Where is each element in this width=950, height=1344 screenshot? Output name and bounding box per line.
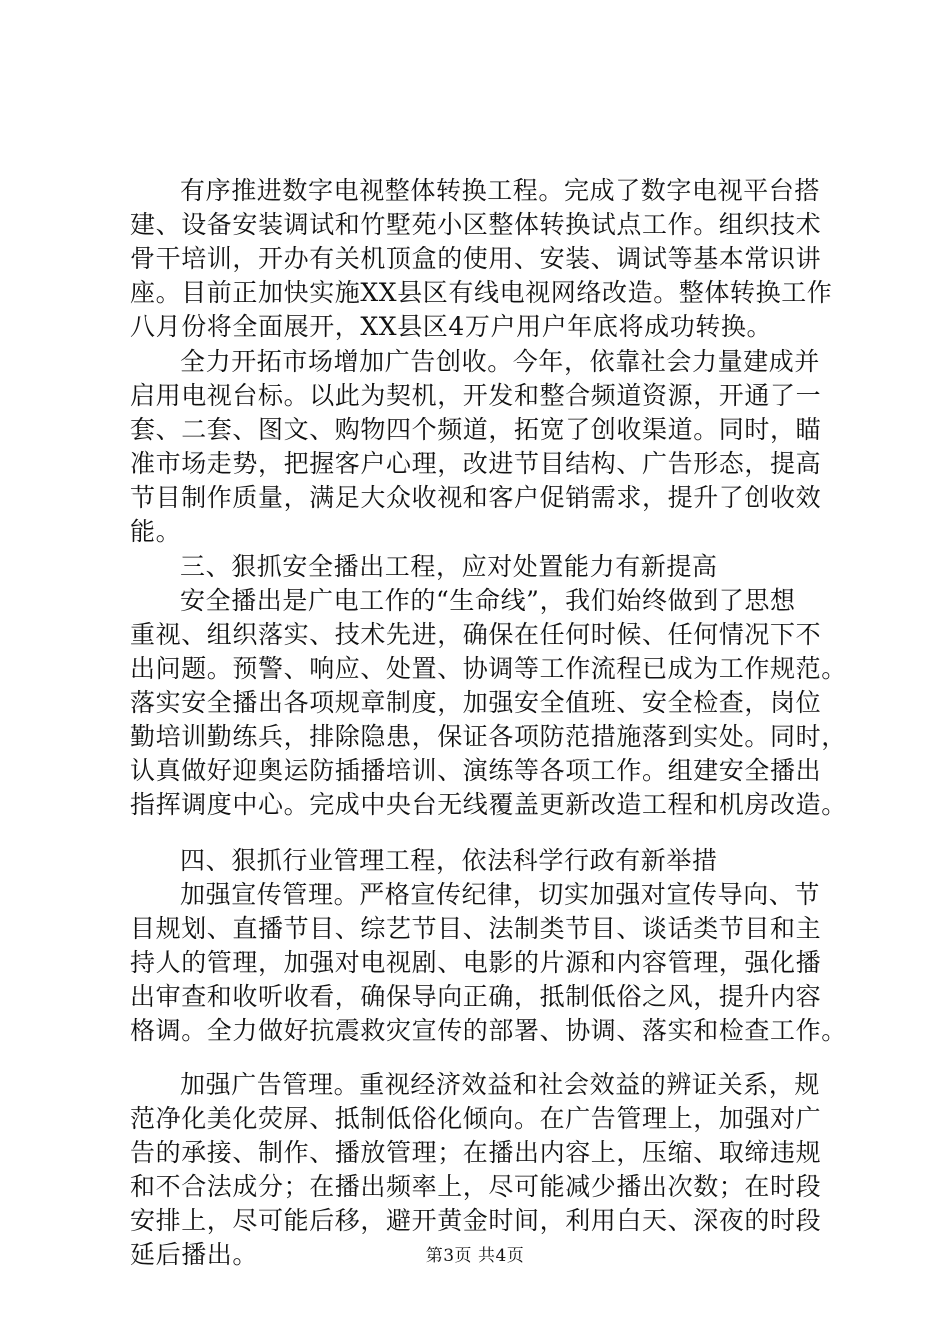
paragraph-line: 套、二套、图文、购物四个频道，拓宽了创收渠道。同时，瞄	[130, 415, 822, 444]
paragraph-line: 和不合法成分；在播出频率上，尽可能减少播出次数；在时段	[130, 1172, 822, 1201]
page-number: 第3页 共4页	[425, 1246, 525, 1266]
paragraph-line: 加强宣传管理。严格宣传纪律，切实加强对宣传导向、节	[180, 880, 821, 909]
paragraph-line: 骨干培训，开办有关机顶盒的使用、安装、调试等基本常识讲	[130, 244, 822, 273]
paragraph-line: 有序推进数字电视整体转换工程。完成了数字电视平台搭	[180, 176, 821, 205]
paragraph-line: 八月份将全面展开，XX县区4万户用户年底将成功转换。	[130, 312, 773, 341]
paragraph-line: 认真做好迎奥运防插播培训、演练等各项工作。组建安全播出	[130, 756, 822, 785]
paragraph-line: 格调。全力做好抗震救灾宣传的部署、协调、落实和检查工作。	[130, 1016, 847, 1045]
paragraph-line: 告的承接、制作、播放管理；在播出内容上，压缩、取缔违规	[130, 1138, 822, 1167]
paragraph-line: 重视、组织落实、技术先进，确保在任何时候、任何情况下不	[130, 620, 822, 649]
paragraph-line: 节目制作质量，满足大众收视和客户促销需求，提升了创收效	[130, 483, 822, 512]
paragraph-line: 出问题。预警、响应、处置、协调等工作流程已成为工作规范。	[130, 654, 847, 683]
paragraph-line: 建、设备安装调试和竹墅苑小区整体转换试点工作。组织技术	[130, 210, 822, 239]
paragraph-line: 安排上，尽可能后移，避开黄金时间，利用白天、深夜的时段	[130, 1206, 822, 1235]
paragraph-line: 落实安全播出各项规章制度，加强安全值班、安全检查，岗位	[130, 688, 822, 717]
paragraph-line: 加强广告管理。重视经济效益和社会效益的辨证关系，规	[180, 1070, 821, 1099]
paragraph-line: 延后播出。	[130, 1240, 259, 1269]
paragraph-line: 目规划、直播节目、综艺节目、法制类节目、谈话类节目和主	[130, 914, 822, 943]
paragraph-line: 范净化美化荧屏、抵制低俗化倾向。在广告管理上，加强对广	[130, 1104, 822, 1133]
paragraph-line: 能。	[130, 517, 182, 546]
paragraph-line: 指挥调度中心。完成中央台无线覆盖更新改造工程和机房改造。	[130, 790, 847, 819]
paragraph-line: 全力开拓市场增加广告创收。今年，依靠社会力量建成并	[180, 347, 821, 376]
paragraph-line: 准市场走势，把握客户心理，改进节目结构、广告形态，提高	[130, 449, 822, 478]
section-heading: 四、狠抓行业管理工程，依法科学行政有新举措	[180, 846, 718, 875]
paragraph-line: 座。目前正加快实施XX县区有线电视网络改造。整体转换工作	[130, 278, 833, 307]
paragraph-line: 安全播出是广电工作的“生命线”，我们始终做到了思想	[180, 586, 796, 615]
paragraph-line: 启用电视台标。以此为契机，开发和整合频道资源，开通了一	[130, 381, 822, 410]
paragraph-line: 勤培训勤练兵，排除隐患，保证各项防范措施落到实处。同时，	[130, 722, 847, 751]
paragraph-line: 持人的管理，加强对电视剧、电影的片源和内容管理，强化播	[130, 948, 822, 977]
section-heading: 三、狠抓安全播出工程，应对处置能力有新提高	[180, 552, 718, 581]
paragraph-line: 出审查和收听收看，确保导向正确，抵制低俗之风，提升内容	[130, 982, 822, 1011]
